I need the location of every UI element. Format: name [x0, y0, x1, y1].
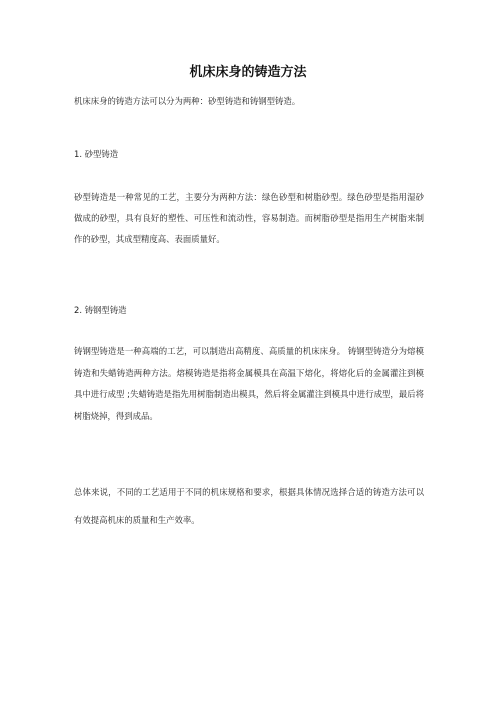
document-title: 机床床身的铸造方法	[189, 65, 307, 80]
section-heading-steel-casting: 2. 铸钢型铸造	[74, 305, 127, 315]
section-body-sand-casting: 砂型铸造是一种常见的工艺，主要分为两种方法：绿色砂型和树脂砂型。绿色砂型是指用湿砂做成的砂型，具有良好的塑性、可压性和流动性，容易制造。而树脂砂型是指用生产树脂来制作的砂型，其成型精度高、表面质量好。	[74, 192, 424, 244]
conclusion-paragraph: 总体来说，不同的工艺适用于不同的机床规格和要求，根据具体情况选择合适的铸造方法可以有效提高机床的质量和生产效率。	[74, 487, 424, 525]
section-heading-sand-casting: 1. 砂型铸造	[74, 149, 119, 159]
section-body-steel-casting: 铸钢型铸造是一种高端的工艺，可以制造出高精度、高质量的机床床身。 铸钢型铸造分为熔模铸造和失蜡铸造两种方法。熔模铸造是指将金属模具在高温下熔化，将熔化后的金属灌注到模具中进行成型 ;失蜡铸造是指先用树脂制造出模具，然后将金属灌注到模具中进行成型，最后将树脂烧掉，得到成品。	[74, 346, 424, 421]
intro-paragraph: 机床床身的铸造方法可以分为两种：砂型铸造和铸钢型铸造。	[74, 96, 301, 106]
